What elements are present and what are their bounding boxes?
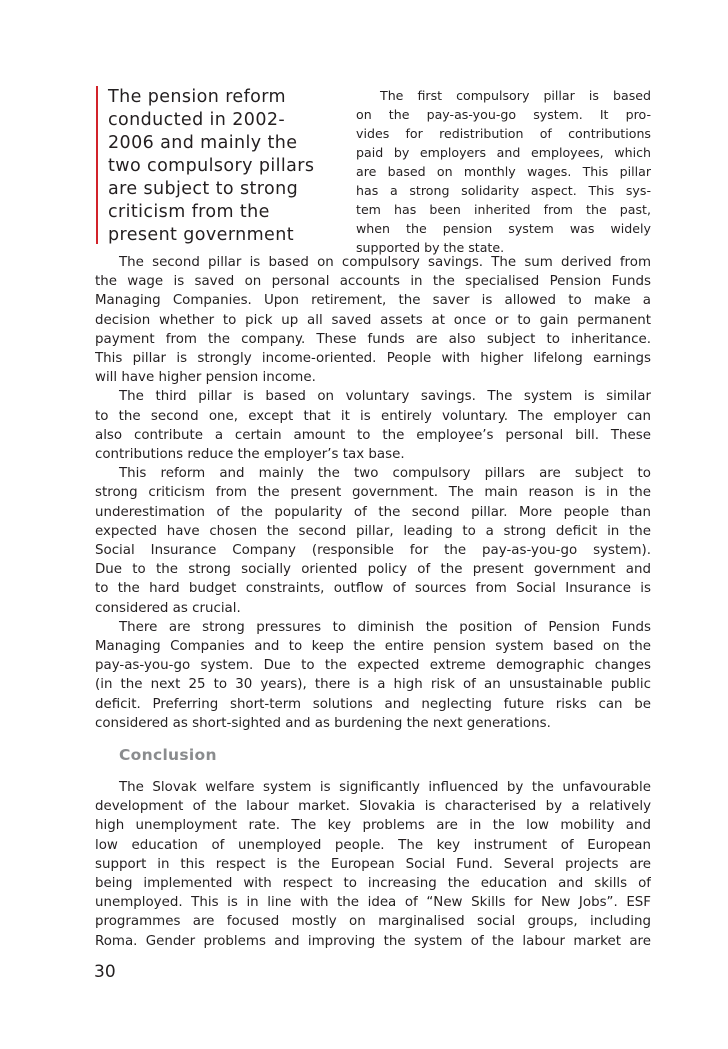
pull-quote-line: criticism from the — [108, 202, 270, 222]
text-line: development of the labour market. Slovakia is characterised by a relatively — [95, 799, 651, 815]
text-line: Due to the strong socially oriented policy of the present government and — [95, 562, 651, 578]
text-line: decision whether to pick up all saved assets at once or to gain permanent — [95, 312, 651, 328]
pull-quote — [96, 86, 333, 244]
text-line: Social Insurance Company (responsible for the pay-as-you-go system). — [95, 543, 651, 559]
paragraph — [95, 387, 651, 464]
text-line: programmes are focused mostly on marginalised social groups, including — [95, 914, 651, 930]
text-line: low education of unemployed people. The key instrument of European — [95, 837, 651, 853]
text-line: are based on monthly wages. This pillar — [356, 164, 651, 179]
text-line: tem has been inherited from the past, — [356, 202, 651, 217]
text-line: high unemployment rate. The key problems are in the low mobility and — [95, 818, 651, 834]
text-line: being implemented with respect to increasing the education and skills of — [95, 876, 651, 892]
text-line: contributions reduce the employer’s tax base. — [95, 447, 405, 463]
text-line: deficit. Preferring short-term solutions and neglecting future risks can be — [95, 696, 651, 712]
text-line: Managing Companies and to keep the entire pension system based on the — [95, 639, 651, 655]
body-text — [95, 253, 651, 733]
text-line: the wage is saved on personal accounts in the specialised Pension Funds — [95, 274, 651, 290]
text-line: has a strong solidarity aspect. This sys- — [356, 183, 651, 198]
text-line: to the second one, except that it is entirely voluntary. The employer can — [95, 408, 651, 424]
text-line: payment from the company. These funds are also subject to inheritance. — [95, 331, 651, 347]
pull-quote-line: present government — [108, 225, 294, 245]
text-line: This reform and mainly the two compulsory pillars are subject to — [119, 466, 651, 482]
side-column-paragraph — [356, 86, 651, 257]
paragraph — [95, 253, 651, 387]
text-line: to the hard budget constraints, outflow of sources from Social Insurance is — [95, 581, 651, 597]
text-line: Roma. Gender problems and improving the system of the labour market are — [95, 933, 651, 949]
section-heading: Conclusion — [119, 746, 217, 764]
text-line: paid by employers and employees, which — [356, 145, 651, 160]
pull-quote-line: The pension reform — [108, 87, 286, 107]
text-line: also contribute a certain amount to the employee’s personal bill. These — [95, 427, 651, 443]
text-line: This pillar is strongly income-oriented. People with higher lifelong earnings — [95, 351, 651, 367]
pull-quote-line: 2006 and mainly the — [108, 133, 298, 153]
pull-quote-line: conducted in 2002- — [108, 110, 286, 130]
paragraph — [95, 464, 651, 618]
pull-quote-line: are subject to strong — [108, 179, 299, 199]
pull-quote-line: two compulsory pillars — [108, 156, 315, 176]
text-line: considered as short-sighted and as burdening the next generations. — [95, 715, 551, 731]
page-number: 30 — [94, 962, 116, 982]
text-line: will have higher pension income. — [95, 370, 316, 386]
text-line: The third pillar is based on voluntary savings. The system is similar — [119, 389, 651, 405]
text-line: The second pillar is based on compulsory savings. The sum derived from — [119, 255, 651, 270]
text-line: support in this respect is the European Social Fund. Several projects are — [95, 856, 651, 872]
text-line: expected have chosen the second pillar, leading to a strong deficit in the — [95, 523, 651, 539]
text-line: on the pay-as-you-go system. It pro- — [356, 107, 651, 122]
text-line: There are strong pressures to diminish the position of Pension Funds — [119, 619, 651, 635]
text-line: (in the next 25 to 30 years), there is a high risk of an unsustainable public — [95, 677, 651, 693]
text-line: supported by the state. — [356, 240, 505, 255]
text-line: when the pension system was widely — [356, 221, 651, 236]
text-line: The first compulsory pillar is based — [380, 88, 651, 103]
conclusion-paragraph — [95, 778, 651, 951]
text-line: strong criticism from the present government. The main reason is in the — [95, 485, 651, 501]
text-line: underestimation of the popularity of the second pillar. More people than — [95, 504, 651, 520]
paragraph — [95, 618, 651, 733]
text-line: unemployed. This is in line with the idea of “New Skills for New Jobs”. ESF — [95, 895, 651, 911]
text-line: Managing Companies. Upon retirement, the saver is allowed to make a — [95, 293, 651, 309]
paragraph — [95, 778, 651, 951]
text-line: vides for redistribution of contributions — [356, 126, 651, 141]
text-line: The Slovak welfare system is significantly influenced by the unfavourable — [119, 780, 651, 795]
text-line: considered as crucial. — [95, 600, 241, 616]
text-line: pay-as-you-go system. Due to the expected extreme demographic changes — [95, 658, 651, 674]
